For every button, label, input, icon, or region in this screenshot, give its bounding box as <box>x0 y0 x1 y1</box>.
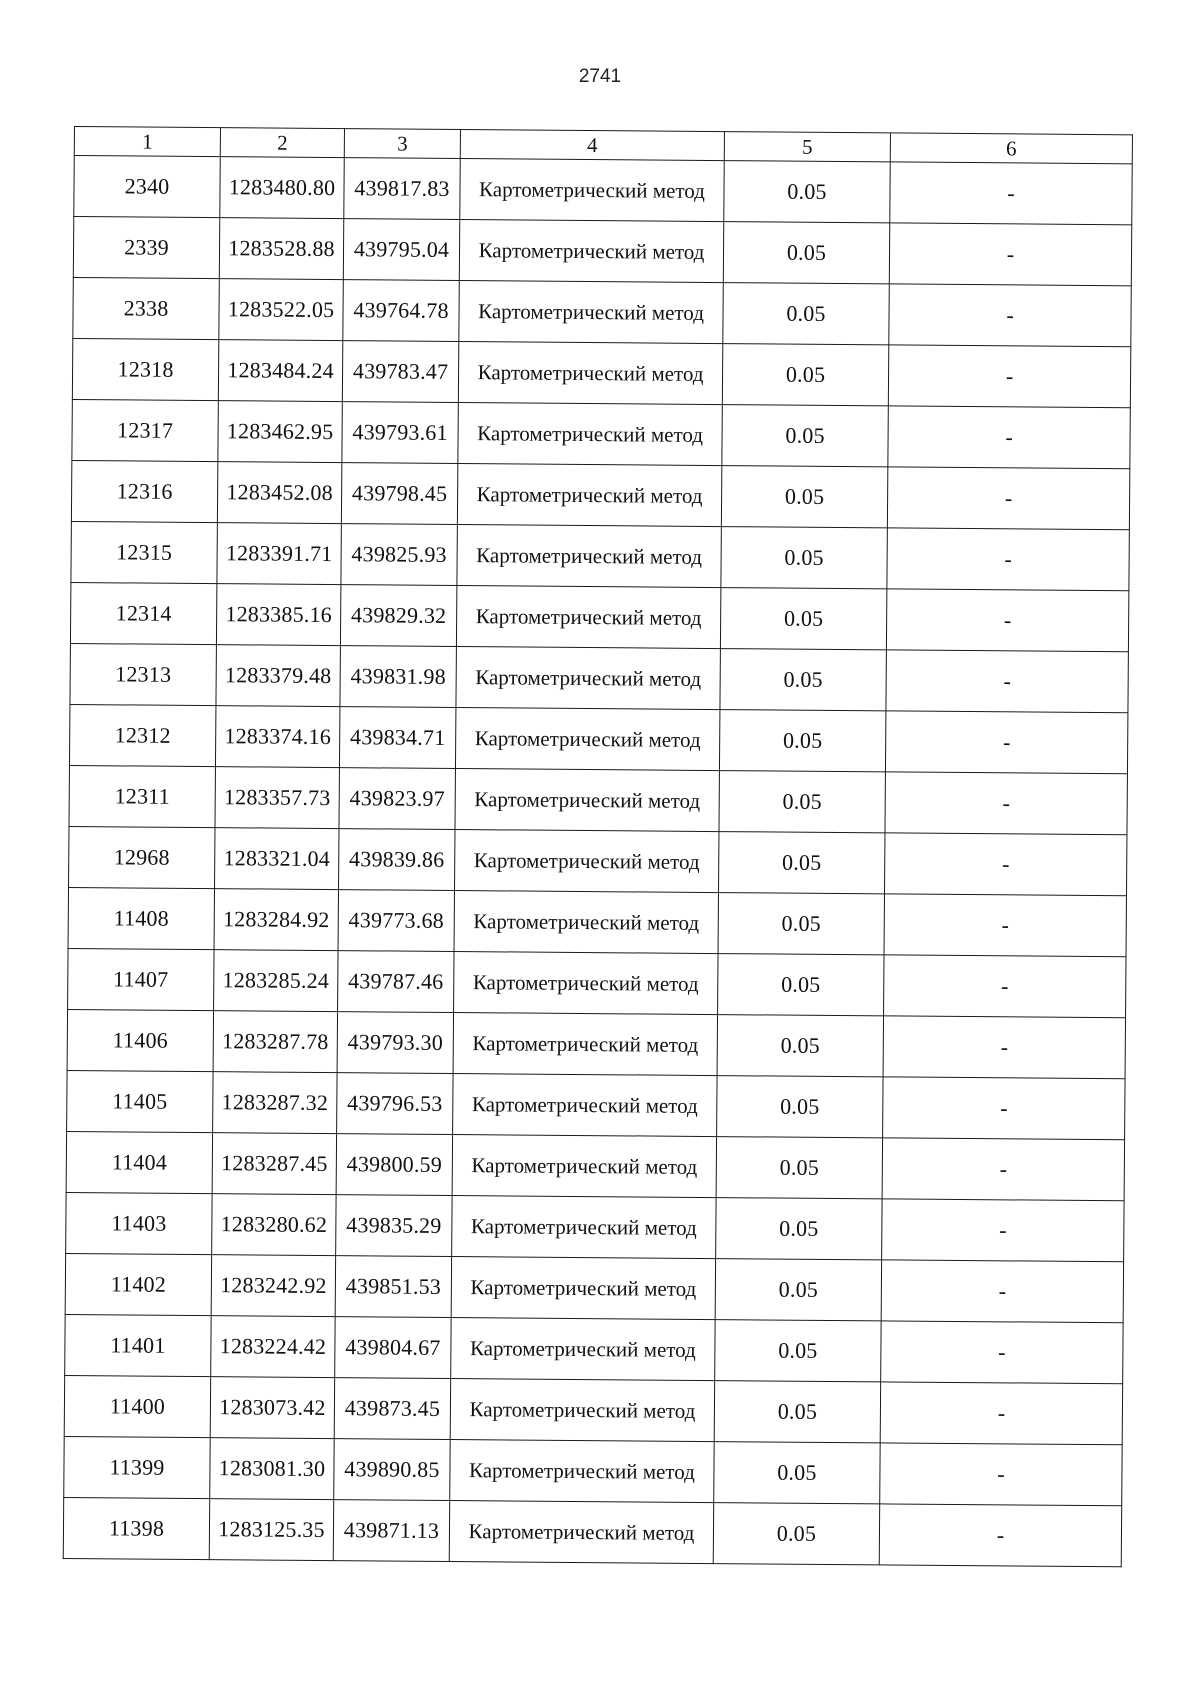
x-coordinate-cell: 1283125.35 <box>209 1499 333 1561</box>
table-row <box>67 1070 1125 1139</box>
table-row <box>64 1375 1122 1444</box>
x-coordinate-cell: 1283287.45 <box>212 1133 336 1195</box>
point-number-cell: 11400 <box>64 1375 210 1437</box>
method-cell: Картометрический метод <box>455 708 719 771</box>
accuracy-cell: 0.05 <box>718 893 884 955</box>
table-row <box>73 277 1131 346</box>
y-coordinate-cell: 439773.68 <box>338 890 454 952</box>
point-number-cell: 12968 <box>69 826 215 888</box>
table-row <box>63 1497 1121 1566</box>
table-row <box>70 582 1128 651</box>
accuracy-cell: 0.05 <box>718 954 884 1016</box>
method-cell: Картометрический метод <box>459 281 723 344</box>
y-coordinate-cell: 439764.78 <box>343 280 459 342</box>
method-cell: Картометрический метод <box>452 1196 716 1259</box>
y-coordinate-cell: 439835.29 <box>336 1195 452 1257</box>
table-row <box>73 217 1131 286</box>
description-cell: - <box>882 1138 1124 1201</box>
description-cell: - <box>886 650 1128 713</box>
method-cell: Картометрический метод <box>454 891 718 954</box>
column-header: 3 <box>344 129 460 159</box>
x-coordinate-cell: 1283528.88 <box>219 218 343 280</box>
accuracy-cell: 0.05 <box>719 710 885 772</box>
x-coordinate-cell: 1283385.16 <box>216 584 340 646</box>
table-row <box>65 1253 1123 1322</box>
accuracy-cell: 0.05 <box>722 344 888 406</box>
table-body <box>63 156 1132 1567</box>
method-cell: Картометрический метод <box>455 769 719 832</box>
point-number-cell: 11407 <box>68 948 214 1010</box>
method-cell: Картометрический метод <box>449 1500 713 1563</box>
x-coordinate-cell: 1283321.04 <box>215 828 339 890</box>
x-coordinate-cell: 1283224.42 <box>211 1316 335 1378</box>
method-cell: Картометрический метод <box>453 1074 717 1137</box>
method-cell: Картометрический метод <box>450 1439 714 1502</box>
description-cell: - <box>884 894 1126 957</box>
method-cell: Картометрический метод <box>457 464 721 527</box>
x-coordinate-cell: 1283285.24 <box>214 950 338 1012</box>
x-coordinate-cell: 1283280.62 <box>212 1194 336 1256</box>
accuracy-cell: 0.05 <box>719 771 885 833</box>
table-row <box>71 460 1129 529</box>
point-number-cell: 11406 <box>67 1009 213 1071</box>
table-row <box>69 704 1127 773</box>
table-row <box>72 399 1130 468</box>
accuracy-cell: 0.05 <box>717 1015 883 1077</box>
point-number-cell: 12314 <box>70 582 216 644</box>
point-number-cell: 2339 <box>73 217 219 279</box>
description-cell: - <box>888 406 1130 469</box>
description-cell: - <box>883 1077 1125 1140</box>
y-coordinate-cell: 439851.53 <box>335 1256 451 1318</box>
x-coordinate-cell: 1283452.08 <box>217 462 341 524</box>
description-cell: - <box>881 1321 1123 1384</box>
point-number-cell: 12311 <box>69 765 215 827</box>
accuracy-cell: 0.05 <box>721 527 887 589</box>
accuracy-cell: 0.05 <box>716 1198 882 1260</box>
y-coordinate-cell: 439793.30 <box>337 1012 453 1074</box>
description-cell: - <box>884 955 1126 1018</box>
y-coordinate-cell: 439787.46 <box>338 951 454 1013</box>
accuracy-cell: 0.05 <box>717 1076 883 1138</box>
y-coordinate-cell: 439873.45 <box>334 1378 450 1440</box>
accuracy-cell: 0.05 <box>720 588 886 650</box>
point-number-cell: 11398 <box>63 1497 209 1559</box>
table-row <box>68 948 1126 1017</box>
y-coordinate-cell: 439834.71 <box>339 707 455 769</box>
description-cell: - <box>881 1260 1123 1323</box>
x-coordinate-cell: 1283522.05 <box>219 279 343 341</box>
method-cell: Картометрический метод <box>455 830 719 893</box>
description-cell: - <box>888 345 1130 408</box>
x-coordinate-cell: 1283081.30 <box>210 1438 334 1500</box>
accuracy-cell: 0.05 <box>723 283 889 345</box>
y-coordinate-cell: 439871.13 <box>333 1500 449 1562</box>
description-cell: - <box>887 467 1129 530</box>
table-row <box>68 887 1126 956</box>
table-row <box>66 1192 1124 1261</box>
accuracy-cell: 0.05 <box>720 649 886 711</box>
accuracy-cell: 0.05 <box>716 1137 882 1199</box>
point-number-cell: 11399 <box>64 1436 210 1498</box>
description-cell: - <box>882 1199 1124 1262</box>
description-cell: - <box>884 833 1126 896</box>
y-coordinate-cell: 439795.04 <box>343 219 459 281</box>
point-number-cell: 12318 <box>72 338 218 400</box>
y-coordinate-cell: 439825.93 <box>341 524 457 586</box>
method-cell: Картометрический метод <box>460 159 724 222</box>
y-coordinate-cell: 439829.32 <box>340 585 456 647</box>
x-coordinate-cell: 1283287.32 <box>213 1072 337 1134</box>
y-coordinate-cell: 439800.59 <box>336 1134 452 1196</box>
point-number-cell: 11404 <box>66 1131 212 1193</box>
point-number-cell: 12315 <box>71 521 217 583</box>
description-cell: - <box>886 589 1128 652</box>
point-number-cell: 2340 <box>74 156 220 218</box>
table-row <box>74 156 1132 225</box>
description-cell: - <box>889 284 1131 347</box>
accuracy-cell: 0.05 <box>715 1320 881 1382</box>
column-header: 4 <box>460 130 724 161</box>
accuracy-cell: 0.05 <box>713 1503 879 1565</box>
method-cell: Картометрический метод <box>456 647 720 710</box>
column-header: 6 <box>890 133 1132 164</box>
y-coordinate-cell: 439793.61 <box>342 402 458 464</box>
point-number-cell: 12312 <box>69 704 215 766</box>
table-row <box>70 643 1128 712</box>
accuracy-cell: 0.05 <box>722 405 888 467</box>
description-cell: - <box>885 772 1127 835</box>
table-row <box>72 338 1130 407</box>
description-cell: - <box>883 1016 1125 1079</box>
table-row <box>69 826 1127 895</box>
point-number-cell: 11402 <box>65 1253 211 1315</box>
description-cell: - <box>880 1443 1122 1506</box>
method-cell: Картометрический метод <box>454 952 718 1015</box>
accuracy-cell: 0.05 <box>721 466 887 528</box>
point-number-cell: 12316 <box>71 460 217 522</box>
description-cell: - <box>885 711 1127 774</box>
column-header: 5 <box>724 132 890 162</box>
x-coordinate-cell: 1283391.71 <box>217 523 341 585</box>
method-cell: Картометрический метод <box>457 525 721 588</box>
accuracy-cell: 0.05 <box>724 161 890 223</box>
table-row <box>65 1314 1123 1383</box>
point-number-cell: 11408 <box>68 887 214 949</box>
description-cell: - <box>887 528 1129 591</box>
point-number-cell: 11403 <box>66 1192 212 1254</box>
coordinates-table <box>63 126 1133 1567</box>
x-coordinate-cell: 1283374.16 <box>215 706 339 768</box>
accuracy-cell: 0.05 <box>714 1381 880 1443</box>
method-cell: Картометрический метод <box>458 342 722 405</box>
x-coordinate-cell: 1283357.73 <box>215 767 339 829</box>
x-coordinate-cell: 1283073.42 <box>210 1377 334 1439</box>
x-coordinate-cell: 1283462.95 <box>218 401 342 463</box>
description-cell: - <box>880 1382 1122 1445</box>
x-coordinate-cell: 1283287.78 <box>213 1011 337 1073</box>
x-coordinate-cell: 1283480.80 <box>220 157 344 219</box>
description-cell: - <box>890 162 1132 225</box>
method-cell: Картометрический метод <box>451 1257 715 1320</box>
method-cell: Картометрический метод <box>451 1317 715 1380</box>
y-coordinate-cell: 439890.85 <box>334 1439 450 1501</box>
accuracy-cell: 0.05 <box>718 832 884 894</box>
x-coordinate-cell: 1283484.24 <box>218 340 342 402</box>
y-coordinate-cell: 439804.67 <box>335 1317 451 1379</box>
x-coordinate-cell: 1283284.92 <box>214 889 338 951</box>
y-coordinate-cell: 439823.97 <box>339 768 455 830</box>
y-coordinate-cell: 439839.86 <box>339 829 455 891</box>
method-cell: Картометрический метод <box>458 403 722 466</box>
method-cell: Картометрический метод <box>453 1013 717 1076</box>
point-number-cell: 12313 <box>70 643 216 705</box>
y-coordinate-cell: 439831.98 <box>340 646 456 708</box>
x-coordinate-cell: 1283242.92 <box>211 1255 335 1317</box>
table-row <box>67 1009 1125 1078</box>
method-cell: Картометрический метод <box>456 586 720 649</box>
description-cell: - <box>889 223 1131 286</box>
y-coordinate-cell: 439817.83 <box>344 158 460 220</box>
y-coordinate-cell: 439798.45 <box>341 463 457 525</box>
column-header: 2 <box>220 128 344 158</box>
description-cell: - <box>879 1504 1121 1567</box>
table-row <box>69 765 1127 834</box>
y-coordinate-cell: 439796.53 <box>337 1073 453 1135</box>
point-number-cell: 11401 <box>65 1314 211 1376</box>
method-cell: Картометрический метод <box>459 220 723 283</box>
accuracy-cell: 0.05 <box>723 222 889 284</box>
method-cell: Картометрический метод <box>450 1378 714 1441</box>
point-number-cell: 11405 <box>67 1070 213 1132</box>
table-row <box>66 1131 1124 1200</box>
page-number: 2741 <box>578 66 622 87</box>
method-cell: Картометрический метод <box>452 1135 716 1198</box>
accuracy-cell: 0.05 <box>714 1442 880 1504</box>
table-row <box>64 1436 1122 1505</box>
table-row <box>71 521 1129 590</box>
point-number-cell: 2338 <box>73 277 219 339</box>
x-coordinate-cell: 1283379.48 <box>216 645 340 707</box>
point-number-cell: 12317 <box>72 399 218 461</box>
column-header: 1 <box>74 127 220 157</box>
accuracy-cell: 0.05 <box>715 1259 881 1321</box>
y-coordinate-cell: 439783.47 <box>342 341 458 403</box>
